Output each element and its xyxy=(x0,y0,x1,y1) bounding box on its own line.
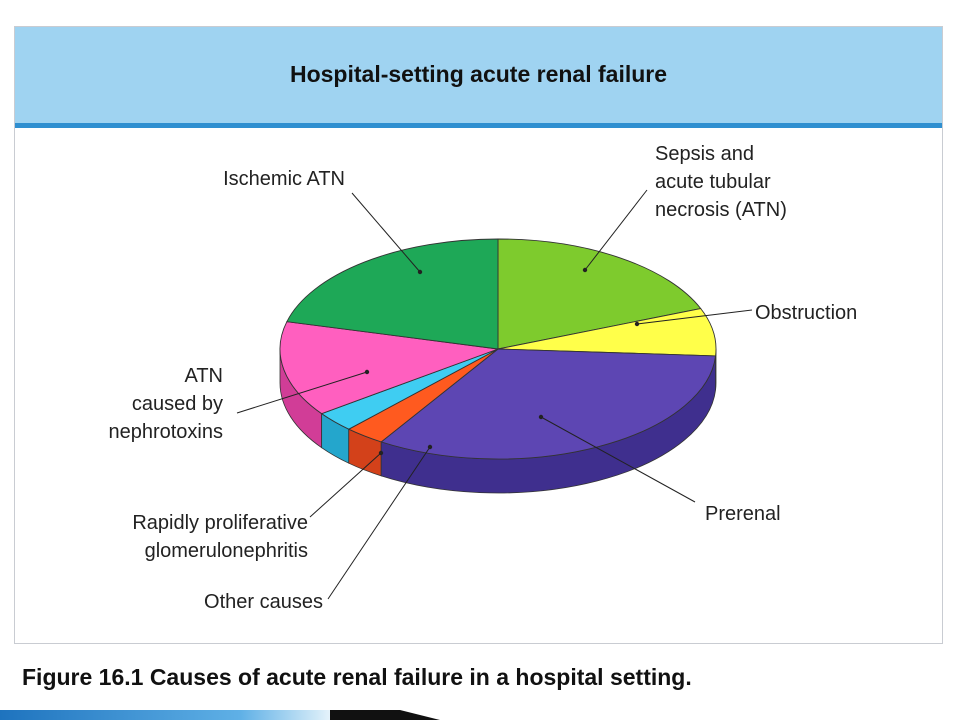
leader-anchor-dot xyxy=(418,270,422,274)
slice-label xyxy=(108,365,223,443)
slice-label-line: caused by xyxy=(131,393,223,415)
leader-anchor-dot xyxy=(379,451,383,455)
slice-label xyxy=(204,591,323,613)
leader-anchor-dot xyxy=(428,445,432,449)
chart-title: Hospital-setting acute renal failure xyxy=(289,61,668,87)
footer-band xyxy=(0,710,960,720)
leader-anchor-dot xyxy=(539,415,543,419)
slice-label-line: necrosis (ATN) xyxy=(655,199,787,221)
footer-arrow-icon xyxy=(330,708,440,720)
slice-label xyxy=(132,512,308,562)
slice-label-line: acute tubular xyxy=(655,171,771,193)
slice-label xyxy=(705,503,781,525)
slice-label-line: Prerenal xyxy=(705,503,781,525)
slice-label-line: Rapidly proliferative xyxy=(132,512,308,534)
leader-anchor-dot xyxy=(635,322,639,326)
figure-panel xyxy=(14,26,943,644)
leader-anchor-dot xyxy=(365,370,369,374)
figure-caption: Figure 16.1 Causes of acute renal failure in a hospital setting. xyxy=(22,664,692,690)
pie-chart xyxy=(15,27,942,643)
slice-label-line: Obstruction xyxy=(755,302,858,324)
leader-anchor-dot xyxy=(583,268,587,272)
slice-label xyxy=(755,302,857,324)
slice-label xyxy=(223,168,345,190)
slice-label-line: glomerulonephritis xyxy=(144,540,308,562)
slice-label-line: Ischemic ATN xyxy=(223,168,345,190)
slice-label xyxy=(655,143,787,221)
slice-label-line: Sepsis and xyxy=(655,143,754,165)
slice-label-line: ATN xyxy=(184,365,223,387)
slice-label-line: Other causes xyxy=(204,591,323,613)
leader-line xyxy=(310,453,381,517)
slice-label-line: nephrotoxins xyxy=(108,421,223,443)
